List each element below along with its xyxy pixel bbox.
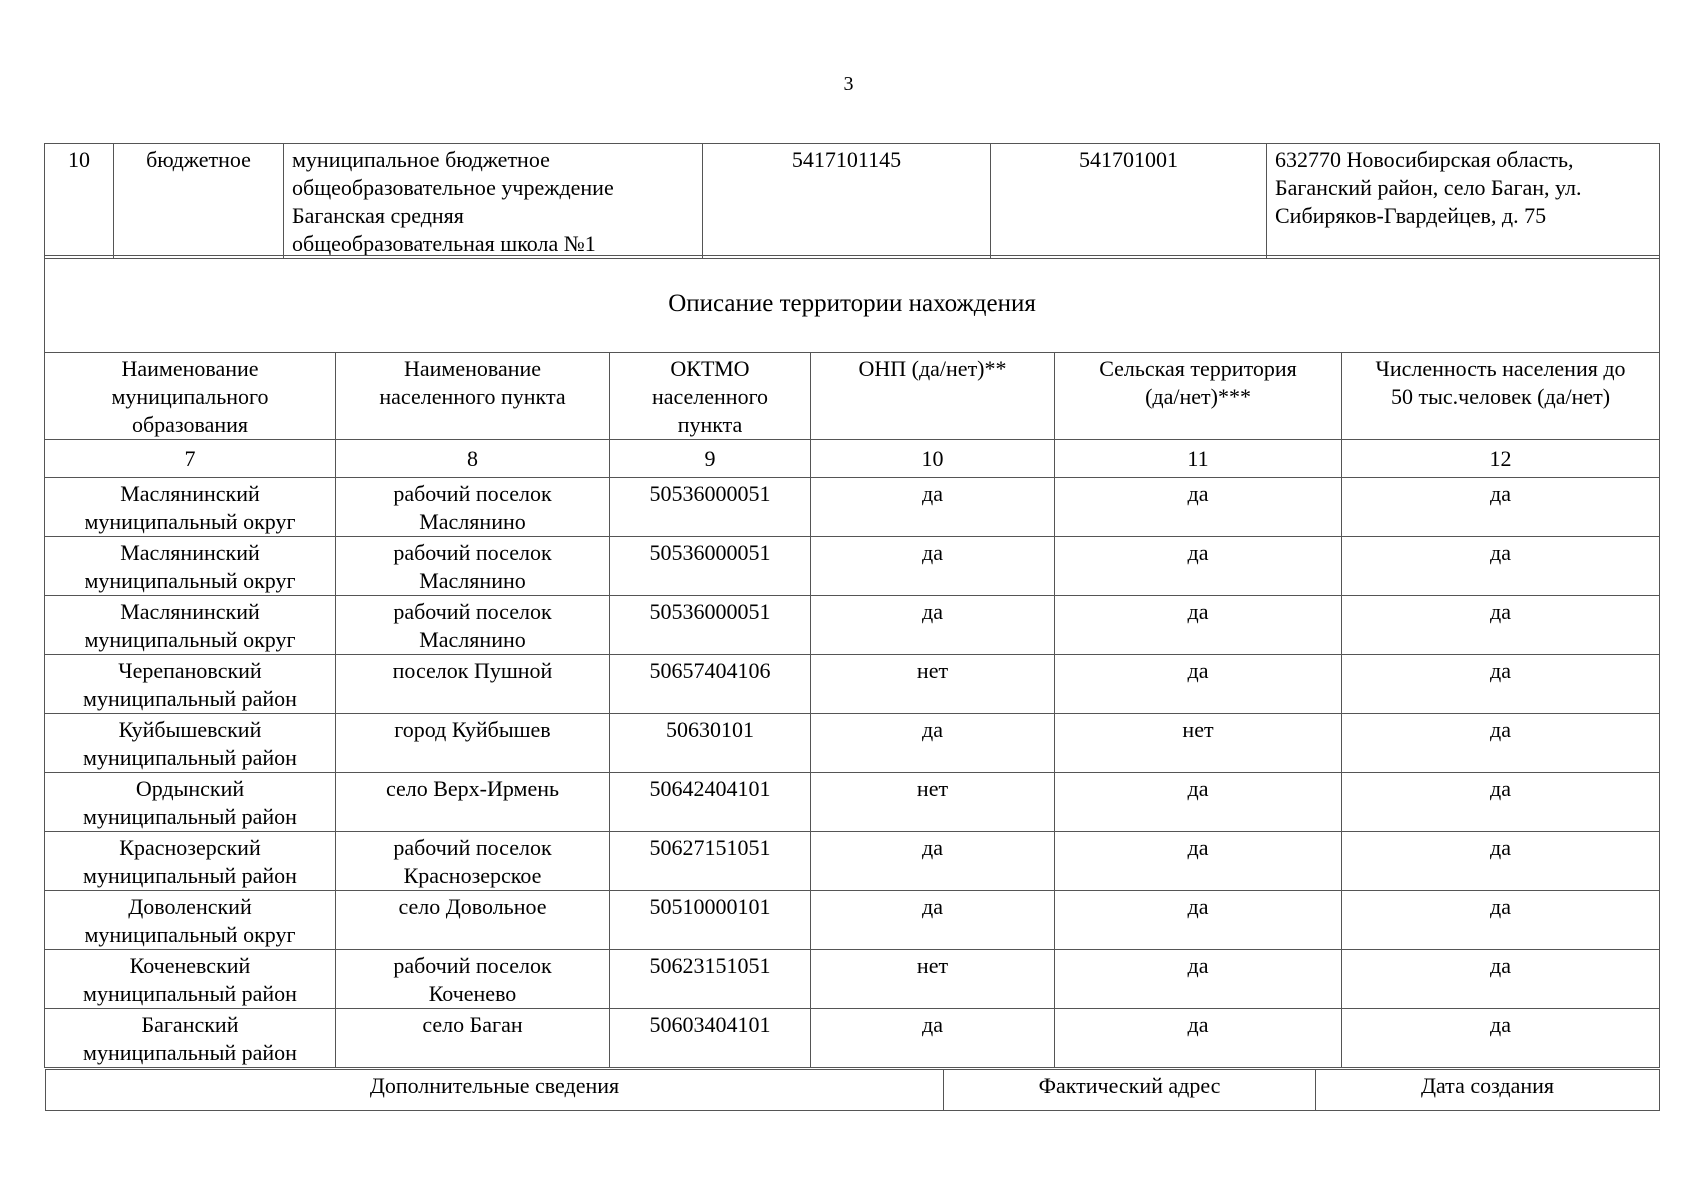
oktmo-cell: 50630101: [610, 714, 811, 773]
population-cell: да: [1342, 891, 1660, 950]
rural-cell: нет: [1055, 714, 1342, 773]
additional-info-header-row: [46, 1070, 1660, 1111]
column-header: Сельская территория (да/нет)***: [1055, 353, 1342, 440]
municipality-cell: Черепановский муниципальный район: [45, 655, 336, 714]
rural-cell: да: [1055, 655, 1342, 714]
population-cell: да: [1342, 773, 1660, 832]
municipality-cell: Маслянинский муниципальный округ: [45, 537, 336, 596]
column-number: 12: [1342, 440, 1660, 478]
org-address: 632770 Новосибирская область, Баганский район, село Баган, ул. Сибиряков-Гвардейцев, д. 75: [1267, 144, 1660, 259]
territory-title: Описание территории нахождения: [45, 256, 1660, 353]
onp-cell: нет: [811, 655, 1055, 714]
column-header: Наименование муниципального образования: [45, 353, 336, 440]
table-row: [45, 891, 1660, 950]
oktmo-cell: 50536000051: [610, 478, 811, 537]
oktmo-cell: 50657404106: [610, 655, 811, 714]
population-cell: да: [1342, 478, 1660, 537]
municipality-cell: Коченевский муниципальный район: [45, 950, 336, 1009]
rural-cell: да: [1055, 537, 1342, 596]
additional-info-header: Дополнительные сведения: [46, 1070, 944, 1111]
table-row: [45, 537, 1660, 596]
organization-table: [44, 143, 1660, 259]
rural-cell: да: [1055, 773, 1342, 832]
population-cell: да: [1342, 596, 1660, 655]
onp-cell: да: [811, 537, 1055, 596]
settlement-cell: поселок Пушной: [336, 655, 610, 714]
municipality-cell: Ордынский муниципальный район: [45, 773, 336, 832]
column-number: 7: [45, 440, 336, 478]
municipality-cell: Куйбышевский муниципальный район: [45, 714, 336, 773]
settlement-cell: село Довольное: [336, 891, 610, 950]
org-inn: 5417101145: [703, 144, 991, 259]
onp-cell: да: [811, 891, 1055, 950]
rural-cell: да: [1055, 596, 1342, 655]
table-row: [45, 832, 1660, 891]
page-number: 3: [843, 73, 854, 95]
municipality-cell: Маслянинский муниципальный округ: [45, 596, 336, 655]
additional-info-header: Дата создания: [1316, 1070, 1660, 1111]
municipality-cell: Краснозерский муниципальный район: [45, 832, 336, 891]
territory-header-row: [45, 353, 1660, 440]
table-row: [45, 596, 1660, 655]
rural-cell: да: [1055, 1009, 1342, 1068]
table-row: [45, 714, 1660, 773]
column-number: 9: [610, 440, 811, 478]
settlement-cell: рабочий поселок Маслянино: [336, 537, 610, 596]
onp-cell: да: [811, 596, 1055, 655]
additional-info-header: Фактический адрес: [944, 1070, 1316, 1111]
population-cell: да: [1342, 1009, 1660, 1068]
org-kpp: 541701001: [991, 144, 1267, 259]
onp-cell: да: [811, 478, 1055, 537]
column-header: ОКТМО населенного пункта: [610, 353, 811, 440]
oktmo-cell: 50536000051: [610, 537, 811, 596]
organization-row: [45, 144, 1660, 259]
population-cell: да: [1342, 655, 1660, 714]
population-cell: да: [1342, 714, 1660, 773]
onp-cell: нет: [811, 950, 1055, 1009]
org-type: бюджетное: [114, 144, 284, 259]
table-row: [45, 1009, 1660, 1068]
column-number: 11: [1055, 440, 1342, 478]
population-cell: да: [1342, 950, 1660, 1009]
rural-cell: да: [1055, 950, 1342, 1009]
settlement-cell: село Верх-Ирмень: [336, 773, 610, 832]
column-number: 10: [811, 440, 1055, 478]
column-header: ОНП (да/нет)**: [811, 353, 1055, 440]
column-number: 8: [336, 440, 610, 478]
settlement-cell: рабочий поселок Краснозерское: [336, 832, 610, 891]
column-numbers-row: [45, 440, 1660, 478]
oktmo-cell: 50536000051: [610, 596, 811, 655]
table-row: [45, 950, 1660, 1009]
rural-cell: да: [1055, 478, 1342, 537]
table-row: [45, 773, 1660, 832]
onp-cell: да: [811, 1009, 1055, 1068]
oktmo-cell: 50623151051: [610, 950, 811, 1009]
settlement-cell: город Куйбышев: [336, 714, 610, 773]
oktmo-cell: 50642404101: [610, 773, 811, 832]
settlement-cell: рабочий поселок Маслянино: [336, 478, 610, 537]
population-cell: да: [1342, 537, 1660, 596]
onp-cell: да: [811, 714, 1055, 773]
settlement-cell: рабочий поселок Маслянино: [336, 596, 610, 655]
org-number: 10: [45, 144, 114, 259]
territory-table: [44, 255, 1660, 1068]
oktmo-cell: 50510000101: [610, 891, 811, 950]
table-row: [45, 655, 1660, 714]
population-cell: да: [1342, 832, 1660, 891]
column-header: Наименование населенного пункта: [336, 353, 610, 440]
oktmo-cell: 50627151051: [610, 832, 811, 891]
column-header: Численность населения до 50 тыс.человек (да/нет): [1342, 353, 1660, 440]
rural-cell: да: [1055, 891, 1342, 950]
additional-info-table: [45, 1069, 1660, 1111]
settlement-cell: рабочий поселок Коченево: [336, 950, 610, 1009]
rural-cell: да: [1055, 832, 1342, 891]
municipality-cell: Доволенский муниципальный округ: [45, 891, 336, 950]
settlement-cell: село Баган: [336, 1009, 610, 1068]
table-row: [45, 478, 1660, 537]
oktmo-cell: 50603404101: [610, 1009, 811, 1068]
org-name: муниципальное бюджетное общеобразовательное учреждение Баганская средняя общеобразовательная школа №1: [284, 144, 703, 259]
municipality-cell: Маслянинский муниципальный округ: [45, 478, 336, 537]
municipality-cell: Баганский муниципальный район: [45, 1009, 336, 1068]
territory-title-row: [45, 256, 1660, 353]
onp-cell: нет: [811, 773, 1055, 832]
onp-cell: да: [811, 832, 1055, 891]
